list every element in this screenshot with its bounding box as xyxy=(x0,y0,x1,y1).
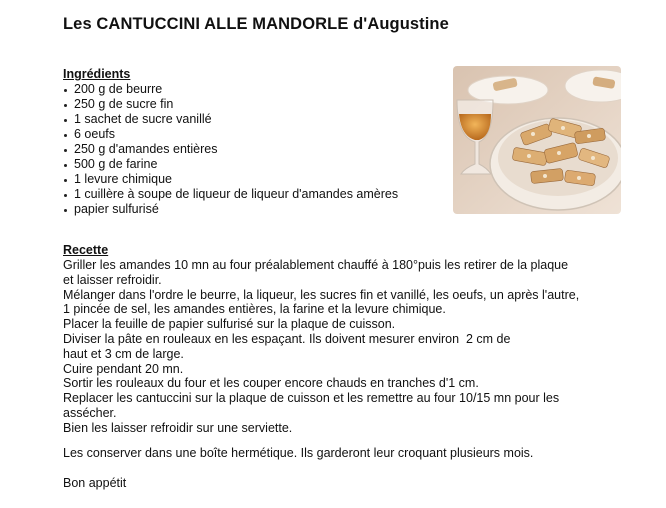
list-item: 250 g d'amandes entières xyxy=(63,142,398,157)
storage-note: Les conserver dans une boîte hermétique. Ils garderont leur croquant plusieurs mois. xyxy=(63,446,534,460)
ingredients-heading: Ingrédients xyxy=(63,67,131,81)
recipe-line: Bien les laisser refroidir sur une serviette. xyxy=(63,420,293,435)
recipe-line: 1 pincée de sel, les amandes entières, la farine et la levure chimique. xyxy=(63,302,446,317)
list-item: 1 levure chimique xyxy=(63,172,398,187)
list-item: 6 oeufs xyxy=(63,127,398,142)
ingredients-list xyxy=(63,82,398,217)
list-item: 1 sachet de sucre vanillé xyxy=(63,112,398,127)
list-item: 200 g de beurre xyxy=(63,82,398,97)
recipe-line: haut et 3 cm de large. xyxy=(63,346,184,361)
recipe-line: Sortir les rouleaux du four et les couper encore chauds en tranches d'1 cm. xyxy=(63,376,479,391)
recipe-line: assécher. xyxy=(63,405,117,420)
list-item: 1 cuillère à soupe de liqueur de liqueur d'amandes amères xyxy=(63,187,398,202)
recipe-line: Griller les amandes 10 mn au four préalablement chauffé à 180°puis les retirer de la plaque xyxy=(63,258,569,272)
recipe-line: et laisser refroidir. xyxy=(63,272,162,287)
list-item: 500 g de farine xyxy=(63,157,398,172)
list-item: papier sulfurisé xyxy=(63,202,398,217)
recipe-line: Placer la feuille de papier sulfurisé sur la plaque de cuisson. xyxy=(63,317,396,332)
cantuccini-photo xyxy=(453,66,621,214)
recipe-line: Mélanger dans l'ordre le beurre, la liqueur, les sucres fin et vanillé, les oeufs, un après l'autre, xyxy=(63,287,580,302)
recipe-line: Cuire pendant 20 mn. xyxy=(63,361,184,376)
recipe-heading: Recette xyxy=(63,243,109,257)
recipe-line: Diviser la pâte en rouleaux en les espaçant. Ils doivent mesurer environ 2 cm de xyxy=(63,331,511,346)
recipe-line: Replacer les cantuccini sur la plaque de cuisson et les remettre au four 10/15 mn pour les xyxy=(63,391,560,406)
sign-off: Bon appétit xyxy=(63,476,127,490)
list-item: 250 g de sucre fin xyxy=(63,97,398,112)
recipe-steps xyxy=(63,258,593,436)
page-title: Les CANTUCCINI ALLE MANDORLE d'Augustine xyxy=(63,15,449,33)
